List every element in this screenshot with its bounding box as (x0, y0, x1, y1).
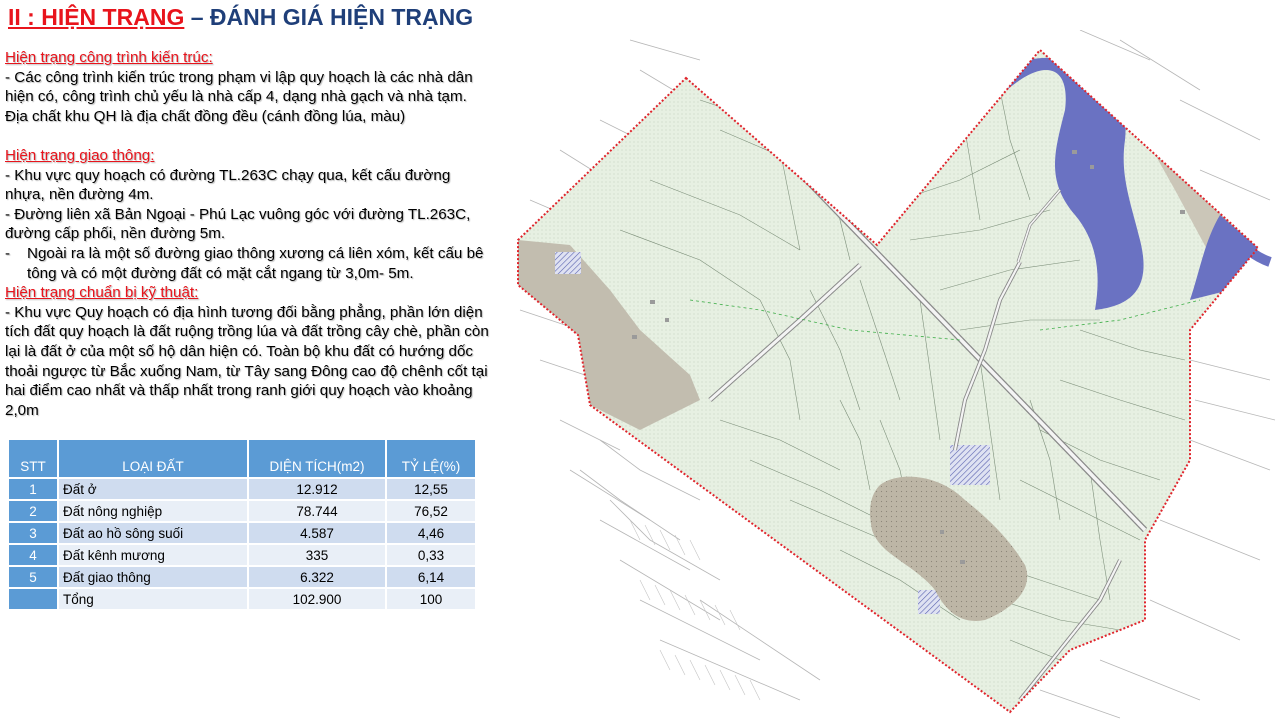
traffic-bullet (5, 244, 493, 283)
row-area: 6.322 (248, 566, 386, 588)
table-row (8, 544, 476, 566)
table-row (8, 566, 476, 588)
row-ratio: 12,55 (386, 478, 476, 500)
bullet-mark: - (5, 244, 11, 262)
table-row (8, 500, 476, 522)
technical-heading: Hiện trạng chuẩn bị kỹ thuật: (5, 284, 199, 302)
page-title (8, 4, 473, 31)
planning-site-map (508, 30, 1280, 720)
row-stt: 4 (8, 544, 58, 566)
architecture-text: - Các công trình kiến trúc trong phạm vi lập quy hoạch là các nhà dân hiện có, công trình chủ yếu là nhà cấp 4, dạng nhà gạch và nhà tạm. Địa chất khu QH là địa chất đồng đều (cánh đồng lúa, màu) (5, 68, 473, 125)
total-area: 102.900 (248, 588, 386, 610)
total-stt (8, 588, 58, 610)
row-area: 12.912 (248, 478, 386, 500)
table-total-row (8, 588, 476, 610)
row-stt: 3 (8, 522, 58, 544)
pond (950, 445, 990, 485)
pond (918, 590, 940, 614)
header-land-type: LOẠI ĐẤT (58, 439, 248, 478)
total-ratio: 100 (386, 588, 476, 610)
traffic-line-3: Ngoài ra là một số đường giao thông xương cá liên xóm, kết cấu bê tông và có một đường đất có mặt cắt ngang từ 3,0m- 5m. (27, 244, 484, 282)
table-row (8, 478, 476, 500)
row-ratio: 0,33 (386, 544, 476, 566)
row-stt: 5 (8, 566, 58, 588)
table-row (8, 522, 476, 544)
traffic-line-1: - Khu vực quy hoạch có đường TL.263C chạy qua, kết cấu đường nhựa, nền đường 4m. (5, 166, 451, 204)
description-block (5, 48, 493, 420)
row-land-type: Đất ở (58, 478, 248, 500)
row-ratio: 6,14 (386, 566, 476, 588)
site-area (508, 30, 1280, 720)
total-label: Tổng (58, 588, 248, 610)
land-use-table (7, 438, 477, 611)
pond (555, 252, 581, 274)
table-header-row (8, 439, 476, 478)
row-stt: 1 (8, 478, 58, 500)
header-area: DIỆN TÍCH(m2) (248, 439, 386, 478)
row-area: 4.587 (248, 522, 386, 544)
row-land-type: Đất giao thông (58, 566, 248, 588)
terrain-hatching (630, 520, 760, 700)
row-ratio: 4,46 (386, 522, 476, 544)
title-part-current-state: II : HIỆN TRẠNG (8, 4, 185, 30)
traffic-line-2: - Đường liên xã Bản Ngoại - Phú Lạc vuông góc với đường TL.263C, đường cấp phối, nền đường 5m. (5, 205, 471, 243)
architecture-heading: Hiện trạng công trình kiến trúc: (5, 49, 213, 66)
row-ratio: 76,52 (386, 500, 476, 522)
row-land-type: Đất nông nghiệp (58, 500, 248, 522)
traffic-heading: Hiện trạng giao thông: (5, 146, 155, 164)
header-stt: STT (8, 439, 58, 478)
row-area: 335 (248, 544, 386, 566)
technical-text: - Khu vực Quy hoạch có địa hình tương đối bằng phẳng, phần lớn diện tích đất quy hoạch là đất ruộng trồng lúa và đất trồng cây chè, phần còn lại là đất ở của một số hộ dân hiện có. Toàn bộ khu đất có hướng dốc thoải ngược từ Bắc xuống Nam, từ Tây sang Đông cao độ chênh cốt tại hai điểm cao nhất và thấp nhất trong ranh giới quy hoạch vào khoảng 2,0m (5, 303, 489, 419)
row-land-type: Đất ao hồ sông suối (58, 522, 248, 544)
pond (820, 105, 848, 137)
header-ratio: TỶ LỆ(%) (386, 439, 476, 478)
row-area: 78.744 (248, 500, 386, 522)
row-stt: 2 (8, 500, 58, 522)
spacer (5, 126, 493, 146)
row-land-type: Đất kênh mương (58, 544, 248, 566)
title-part-assessment: – ĐÁNH GIÁ HIỆN TRẠNG (184, 4, 474, 30)
